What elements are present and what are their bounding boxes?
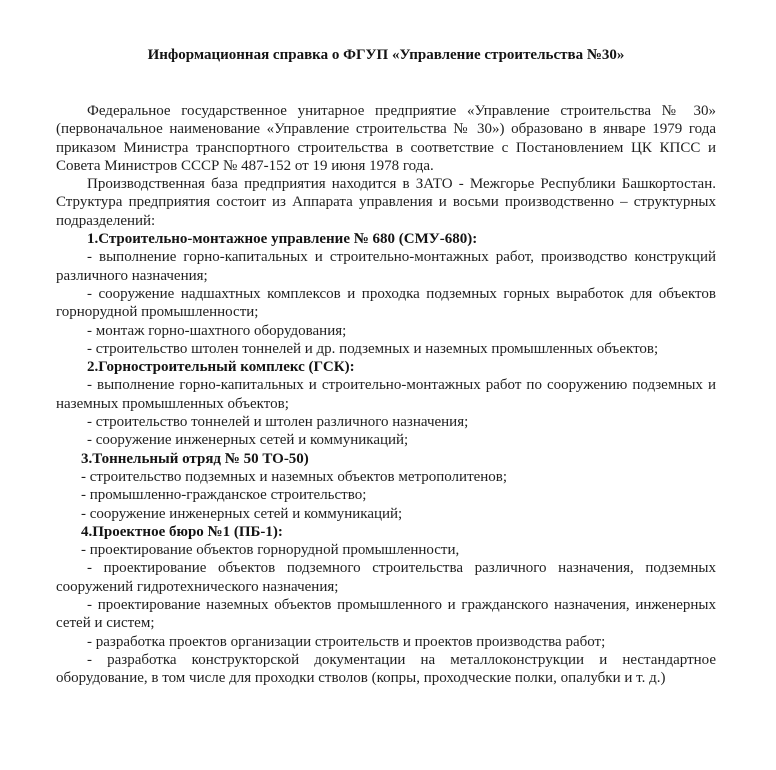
section-heading: 4.Проектное бюро №1 (ПБ-1): [81,523,283,540]
list-item: - сооружение инженерных сетей и коммуникаций; [87,432,409,449]
list-item: - промышленно-гражданское строительство; [81,487,367,504]
list-item: - проектирование объектов подземного строительства различного назначения, подземных сооружений гидротехнического назначения; [56,560,716,595]
document-title: Информационная справка о ФГУП «Управление строительства №30» [147,47,625,63]
paragraph: Производственная база предприятия находится в ЗАТО - Межгорье Республики Башкортостан. Структура предприятия состоит из Аппарата управления и восьми производственно – структурных подразделений: [56,176,716,229]
list-item: - выполнение горно-капитальных и строительно-монтажных работ, производство конструкций различного назначения; [56,249,716,284]
list-item: - сооружение надшахтных комплексов и проходка подземных горных выработок для объектов горнорудной промышленности; [56,285,716,321]
list-item: - строительство тоннелей и штолен различного назначения; [87,414,469,431]
list-item: - проектирование наземных объектов промышленного и гражданского назначения, инженерных сетей и систем; [56,597,716,632]
list-item: - монтаж горно-шахтного оборудования; [87,322,347,339]
list-item: - разработка конструкторской документации на металлоконструкции и нестандартное оборудование, в том числе для проходки стволов (копры, проходческие полки, опалубки и т. д.) [56,651,716,687]
list-item: - разработка проектов организации строительств и проектов производства работ; [87,633,606,650]
section-heading: 1.Строительно-монтажное управление № 680 (СМУ-680): [87,231,478,248]
paragraph: Федеральное государственное унитарное предприятие «Управление строительства № 30» (первоначальное наименование «Управление строительства № 30») образовано в январе 1979 года приказом Министра транспортного строительства в соответствие с Постановлением ЦК КПСС и Совета Министров СССР № 487-152 от 19 июня 1978 года. [56,103,716,174]
list-item: - строительство подземных и наземных объектов метрополитенов; [81,468,508,485]
list-item: - выполнение горно-капитальных и строительно-монтажных работ по сооружению подземных и наземных промышленных объектов; [56,377,716,412]
list-item: - проектирование объектов горнорудной промышленности, [81,542,460,559]
section-heading: 2.Горностроительный комплекс (ГСК): [87,359,355,376]
list-item: - строительство штолен тоннелей и др. подземных и наземных промышленных объектов; [87,340,659,357]
section-heading: 3.Тоннельный отряд № 50 ТО-50) [81,450,309,467]
list-item: - сооружение инженерных сетей и коммуникаций; [81,505,403,522]
document-body [56,102,716,688]
